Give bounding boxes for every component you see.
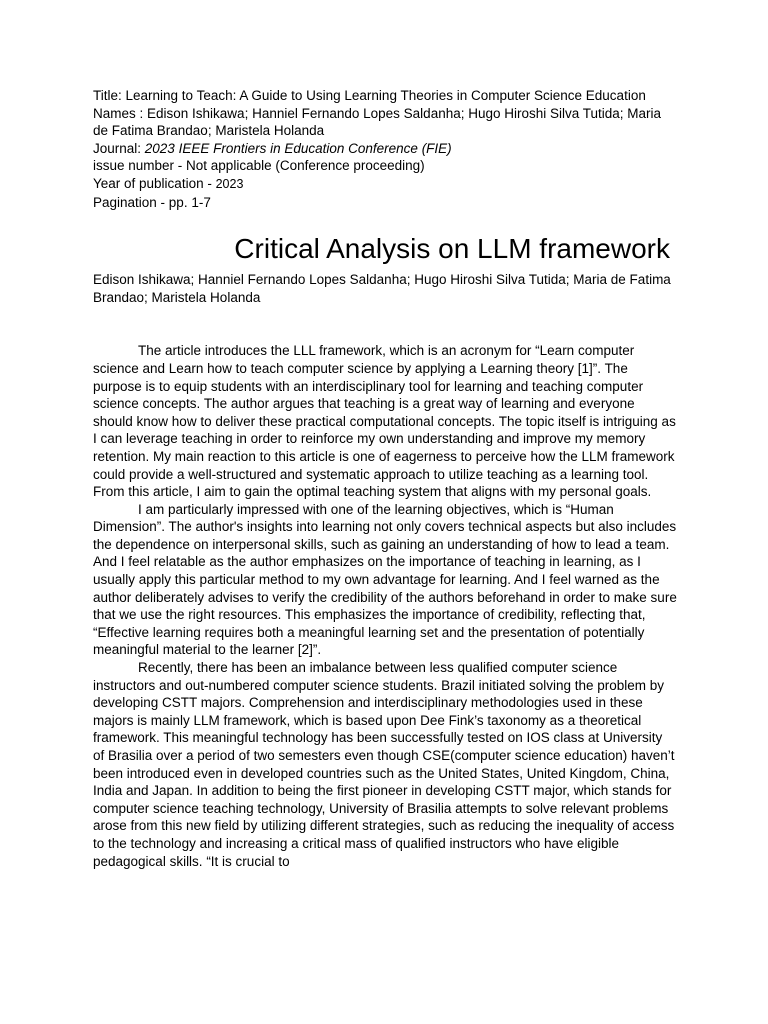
- citation-block: [93, 87, 677, 211]
- journal-name: 2023 IEEE Frontiers in Education Conference (FIE): [144, 140, 452, 156]
- citation-pagination: Pagination - pp. 1-7: [93, 194, 211, 210]
- author-list: Edison Ishikawa; Hanniel Fernando Lopes Saldanha; Hugo Hiroshi Silva Tutida; Maria de Fatima Brandao; Maristela Holanda: [93, 272, 671, 305]
- citation-year: [93, 175, 677, 194]
- paragraph: The article introduces the LLL framework, which is an acronym for “Learn computer science and Learn how to teach computer science by applying a Learning theory [1]”. The purpose is to equip students with an interdisciplinary tool for learning and teaching computer science concepts. The author argues that teaching is a great way of learning and everyone should know how to deliver these practical computational concepts. The topic itself is intriguing as I can leverage teaching in order to reinforce my own understanding and improve my memory retention. My main reaction to this article is one of eagerness to perceive how the LLM framework could provide a well-structured and systematic approach to utilize teaching as a learning tool. From this article, I aim to gain the optimal teaching system that aligns with my personal goals.: [93, 343, 676, 500]
- page-title: Critical Analysis on LLM framework: [234, 233, 670, 265]
- body-text: [93, 342, 677, 870]
- document-page: [93, 87, 677, 870]
- citation-names: Names : Edison Ishikawa; Hanniel Fernando Lopes Saldanha; Hugo Hiroshi Silva Tutida; Maria de Fatima Brandao; Maristela Holanda: [93, 105, 662, 139]
- citation-title: Title: Learning to Teach: A Guide to Using Learning Theories in Computer Science Education: [93, 88, 646, 103]
- citation-journal: [93, 140, 677, 158]
- year-value: 2023: [215, 176, 244, 191]
- paragraph: Recently, there has been an imbalance between less qualified computer science instructors and out-numbered computer science students. Brazil initiated solving the problem by developing CSTT majors. Comprehension and interdisciplinary methodologies used in these majors is mainly LLM framework, which is based upon Dee Fink’s taxonomy as a theoretical framework. This meaningful technology has been successfully tested on IOS class at University of Brasilia over a period of two semesters even though CSE(computer science education) haven’t been introduced even in developed countries such as the United States, United Kingdom, China, India and Japan. In addition to being the first pioneer in developing CSTT major, which stands for computer science teaching technology, University of Brasilia attempts to solve relevant problems arose from this new field by utilizing different strategies, such as reducing the inequality of access to the technology and increasing a critical mass of qualified instructors who have eligible pedagogical skills. “It is crucial to: [93, 660, 675, 869]
- year-label: Year of publication -: [93, 175, 216, 191]
- paragraph: I am particularly impressed with one of the learning objectives, which is “Human Dimension”. The author's insights into learning not only covers technical aspects but also includes the dependence on interpersonal skills, such as gaining an understanding of how to lead a team. And I feel relatable as the author emphasizes on the importance of teaching in learning, as I usually apply this particular method to my own advantage for learning. And I feel warned as the author deliberately advises to verify the credibility of the authors beforehand in order to make sure that we use the right resources. This emphasizes the importance of credibility, reflecting that, “Effective learning requires both a meaningful learning set and the presentation of potentially meaningful material to the learner [2]”.: [93, 501, 677, 658]
- journal-label: Journal:: [93, 140, 145, 156]
- citation-issue: issue number - Not applicable (Conference proceeding): [93, 158, 425, 174]
